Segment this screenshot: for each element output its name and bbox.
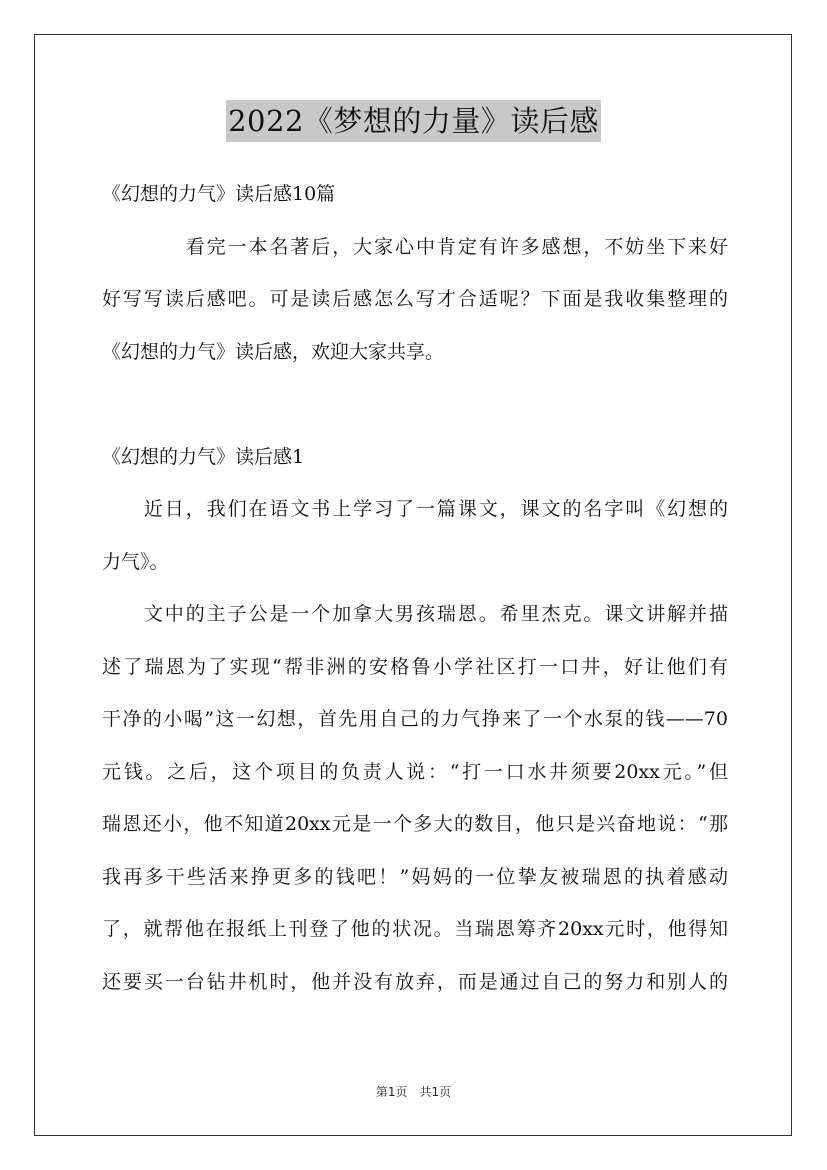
paragraph-line: 近日，我们在语文书上学习了一篇课文，课文的名字叫《幻想的 bbox=[102, 498, 728, 520]
paragraph-line: 元钱。之后，这个项目的负责人说：“打一口水井须要20xx元。”但 bbox=[102, 760, 728, 783]
blank-line bbox=[102, 388, 728, 441]
paragraph-line: 干净的小喝”这一幻想，首先用自己的力气挣来了一个水泵的钱——70 bbox=[102, 708, 728, 730]
paragraph-line: 瑞恩还小，他不知道20xx元是一个多大的数目，他只是兴奋地说：“那 bbox=[102, 813, 728, 835]
page-number: 第1页 共1页 bbox=[375, 1085, 452, 1099]
paragraph-line: 述了瑞恩为了实现“帮非洲的安格鲁小学社区打一口井，好让他们有 bbox=[102, 655, 728, 678]
paragraph-line: 力气》。 bbox=[102, 550, 169, 573]
document-title: 2022《梦想的力量》读后感 bbox=[226, 100, 601, 142]
subtitle: 《幻想的力气》读后感10篇 bbox=[102, 183, 336, 205]
intro-line: 《幻想的力气》读后感，欢迎大家共享。 bbox=[102, 340, 445, 363]
title-wrapper bbox=[0, 100, 827, 142]
intro-line: 好写写读后感吧。可是读后感怎么写才合适呢？下面是我收集整理的 bbox=[102, 288, 728, 310]
section-heading: 《幻想的力气》读后感1 bbox=[102, 445, 305, 468]
page-footer bbox=[0, 1083, 827, 1100]
paragraph-line: 文中的主子公是一个加拿大男孩瑞恩。希里杰克。课文讲解并描 bbox=[102, 603, 728, 625]
intro-line: 看完一本名著后，大家心中肯定有许多感想，不妨坐下来好 bbox=[102, 235, 728, 258]
document-body bbox=[102, 178, 728, 1018]
paragraph-line: 了，就帮他在报纸上刊登了他的状况。当瑞恩筹齐20xx元时，他得知 bbox=[102, 918, 728, 940]
paragraph-line: 我再多干些活来挣更多的钱吧！”妈妈的一位挚友被瑞恩的执着感动 bbox=[102, 865, 728, 888]
paragraph-line: 还要买一台钻井机时，他并没有放弃，而是通过自己的努力和别人的 bbox=[102, 970, 728, 993]
